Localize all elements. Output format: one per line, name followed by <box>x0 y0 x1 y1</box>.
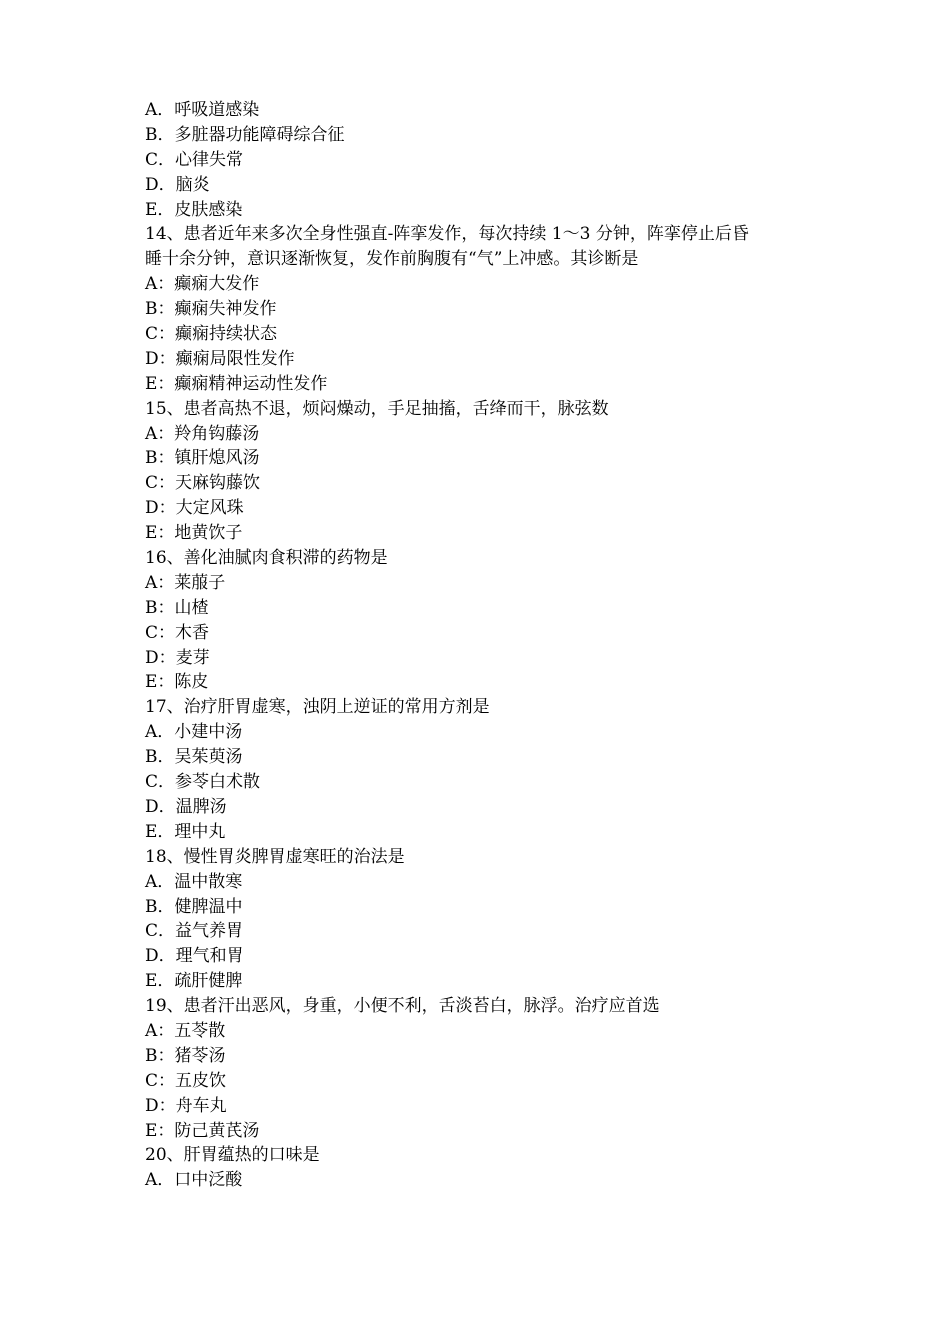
question-stem: 19、患者汗出恶风，身重，小便不利，舌淡苔白，脉浮。治疗应首选 <box>145 996 660 1017</box>
option-c: C．心律失常 <box>145 149 244 170</box>
option-d: D．温脾汤 <box>145 796 227 817</box>
option-c: C．参苓白术散 <box>145 772 261 793</box>
option-c: C：木香 <box>145 622 210 643</box>
question-stem: 20、肝胃蕴热的口味是 <box>145 1145 320 1166</box>
question-14 <box>145 222 815 396</box>
question-stem-continued: 睡十余分钟，意识逐渐恢复，发作前胸腹有“气”上冲感。其诊断是 <box>145 249 639 270</box>
option-c: C：五皮饮 <box>145 1070 227 1091</box>
option-d: D：大定风珠 <box>145 498 244 519</box>
option-c: C．益气养胃 <box>145 921 244 942</box>
option-e: E．皮肤感染 <box>145 199 243 220</box>
option-a: A．温中散寒 <box>145 871 243 892</box>
option-e: E．理中丸 <box>145 821 226 842</box>
option-e: E．疏肝健脾 <box>145 971 243 992</box>
option-e: E：癫痫精神运动性发作 <box>145 373 328 394</box>
option-a: A．口中泛酸 <box>145 1170 243 1191</box>
option-a: A：莱菔子 <box>145 572 226 593</box>
question-19 <box>145 994 815 1143</box>
option-d: D．理气和胃 <box>145 946 244 967</box>
question-stem: 16、善化油腻肉食积滞的药物是 <box>145 548 388 569</box>
question-16 <box>145 546 815 695</box>
option-d: D：癫痫局限性发作 <box>145 348 295 369</box>
question-stem: 14、患者近年来多次全身性强直-阵挛发作，每次持续 1～3 分钟，阵挛停止后昏 <box>145 224 749 245</box>
option-a: A：羚角钩藤汤 <box>145 423 260 444</box>
option-c: C：天麻钩藤饮 <box>145 473 261 494</box>
question-17 <box>145 695 815 844</box>
option-d: D：麦芽 <box>145 647 210 668</box>
option-c: C：癫痫持续状态 <box>145 324 278 345</box>
question-20 <box>145 1143 815 1193</box>
option-b: B：山楂 <box>145 597 209 618</box>
option-e: E：地黄饮子 <box>145 523 243 544</box>
option-a: A：五苓散 <box>145 1020 226 1041</box>
option-a: A．小建中汤 <box>145 722 243 743</box>
option-b: B．多脏器功能障碍综合征 <box>145 124 345 145</box>
option-d: D：舟车丸 <box>145 1095 227 1116</box>
option-a: A．呼吸道感染 <box>145 100 260 120</box>
option-a: A：癫痫大发作 <box>145 274 260 295</box>
option-b: B．健脾温中 <box>145 896 243 917</box>
option-e: E：防己黄芪汤 <box>145 1120 260 1141</box>
option-d: D．脑炎 <box>145 174 210 195</box>
question-stem: 15、患者高热不退，烦闷燥动，手足抽搐，舌绛而干，脉弦数 <box>145 398 609 419</box>
option-b: B：猪苓汤 <box>145 1045 226 1066</box>
option-e: E：陈皮 <box>145 672 209 693</box>
option-b: B：癫痫失神发作 <box>145 299 277 320</box>
question-18 <box>145 845 815 994</box>
option-b: B：镇肝熄风汤 <box>145 448 260 469</box>
option-b: B．吴茱萸汤 <box>145 747 243 768</box>
question-15 <box>145 397 815 546</box>
question-stem: 17、治疗肝胃虚寒，浊阴上逆证的常用方剂是 <box>145 697 490 718</box>
exam-content <box>145 98 815 1193</box>
q13-options <box>145 98 815 222</box>
question-stem: 18、慢性胃炎脾胃虚寒旺的治法是 <box>145 846 405 867</box>
